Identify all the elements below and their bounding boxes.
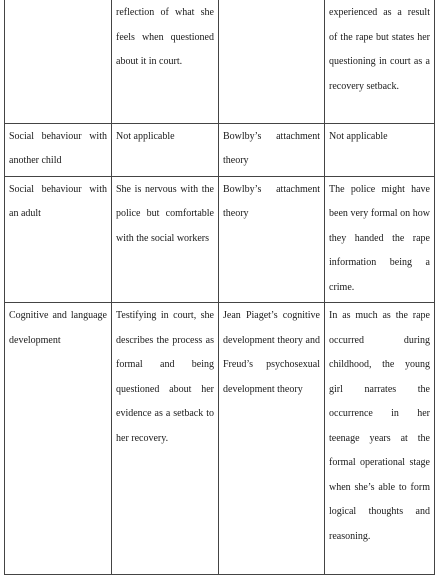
observation-text: Not applicable <box>116 130 175 142</box>
theory-cell <box>219 303 325 575</box>
aspect-cell <box>5 176 112 303</box>
observation-cell <box>112 303 219 575</box>
aspect-text: Cognitive and language development <box>9 310 107 346</box>
observation-text: Testifying in court, she describes the process as formal and being questioned about her evidence as a setback to her recovery. <box>116 310 214 444</box>
aspect-cell <box>5 123 112 176</box>
analysis-text: Not applicable <box>329 130 388 142</box>
analysis-cell <box>325 123 435 176</box>
observation-cell <box>112 176 219 303</box>
theory-text: Jean Piaget’s cognitive development theory and Freud’s psychosexual development theory <box>223 310 320 395</box>
table-row <box>5 176 435 303</box>
theory-text: Bowlby’s attachment theory <box>223 130 320 166</box>
theory-text: Bowlby’s attachment theory <box>223 183 320 219</box>
analysis-table <box>4 0 435 575</box>
table-row <box>5 123 435 176</box>
theory-cell <box>219 0 325 123</box>
document-page <box>4 0 434 575</box>
observation-text: reflection of what she feels when questioned about it in court. <box>116 7 214 67</box>
observation-text: She is nervous with the police but comfortable with the social workers <box>116 183 214 244</box>
theory-cell <box>219 123 325 176</box>
aspect-text: Social behaviour with an adult <box>9 183 107 219</box>
analysis-cell <box>325 0 435 123</box>
analysis-cell <box>325 303 435 575</box>
analysis-text: experienced as a result of the rape but states her questioning in court as a recovery setback. <box>329 7 430 92</box>
analysis-text: The police might have been very formal on how they handed the rape information being a crime. <box>329 183 430 293</box>
theory-cell <box>219 176 325 303</box>
aspect-cell <box>5 303 112 575</box>
table-row <box>5 0 435 123</box>
table-row <box>5 303 435 575</box>
aspect-text: Social behaviour with another child <box>9 130 107 166</box>
observation-cell <box>112 123 219 176</box>
analysis-text: In as much as the rape occurred during childhood, the young girl narrates the occurrence in her teenage years at the formal operational stage when she’s able to form logical thoughts and reasoning. <box>329 310 430 542</box>
observation-cell <box>112 0 219 123</box>
aspect-cell <box>5 0 112 123</box>
analysis-cell <box>325 176 435 303</box>
